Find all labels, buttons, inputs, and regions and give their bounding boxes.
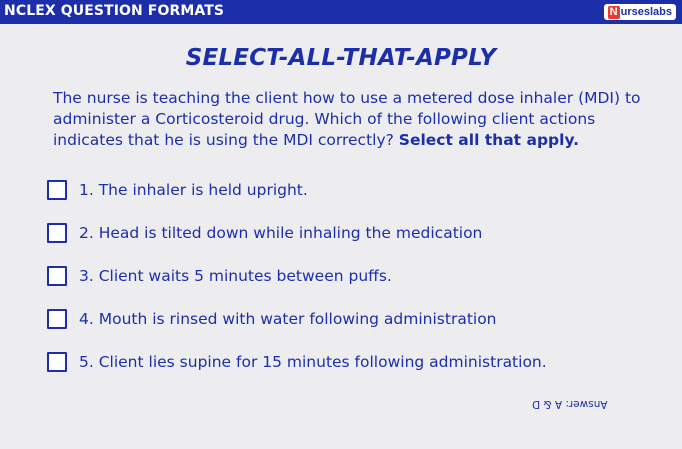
logo-text: urseslabs bbox=[620, 6, 672, 18]
option-1-label: 1. The inhaler is held upright. bbox=[79, 180, 308, 199]
logo-initial: N bbox=[609, 5, 618, 18]
option-4-label: 4. Mouth is rinsed with water following administration bbox=[79, 309, 497, 328]
option-2[interactable] bbox=[47, 211, 667, 254]
header-bar bbox=[0, 0, 682, 24]
option-1-checkbox[interactable] bbox=[47, 180, 67, 200]
page-title: SELECT-ALL-THAT-APPLY bbox=[185, 45, 497, 71]
option-4[interactable] bbox=[47, 297, 667, 340]
option-2-label: 2. Head is tilted down while inhaling the medication bbox=[79, 223, 483, 242]
answer-key-upside-down: Answer: A & D bbox=[532, 398, 608, 410]
option-5-checkbox[interactable] bbox=[47, 352, 67, 372]
question-line-3: indicates that he is using the MDI correctly? bbox=[53, 131, 394, 149]
option-3-label: 3. Client waits 5 minutes between puffs. bbox=[79, 266, 392, 285]
header-title: NCLEX QUESTION FORMATS bbox=[4, 3, 225, 19]
question-line-2: administer a Corticosteroid drug. Which of the following client actions bbox=[53, 110, 596, 128]
question-line-1: The nurse is teaching the client how to use a metered dose inhaler (MDI) to bbox=[53, 89, 641, 107]
option-3[interactable] bbox=[47, 254, 667, 297]
option-1[interactable] bbox=[47, 168, 667, 211]
nurseslabs-logo bbox=[604, 4, 676, 20]
question-instruction: Select all that apply. bbox=[398, 131, 580, 149]
question-text bbox=[53, 88, 653, 151]
option-4-checkbox[interactable] bbox=[47, 309, 67, 329]
option-5[interactable] bbox=[47, 340, 667, 383]
option-5-label: 5. Client lies supine for 15 minutes following administration. bbox=[79, 352, 547, 371]
option-3-checkbox[interactable] bbox=[47, 266, 67, 286]
answer-options-list bbox=[47, 168, 667, 383]
option-2-checkbox[interactable] bbox=[47, 223, 67, 243]
